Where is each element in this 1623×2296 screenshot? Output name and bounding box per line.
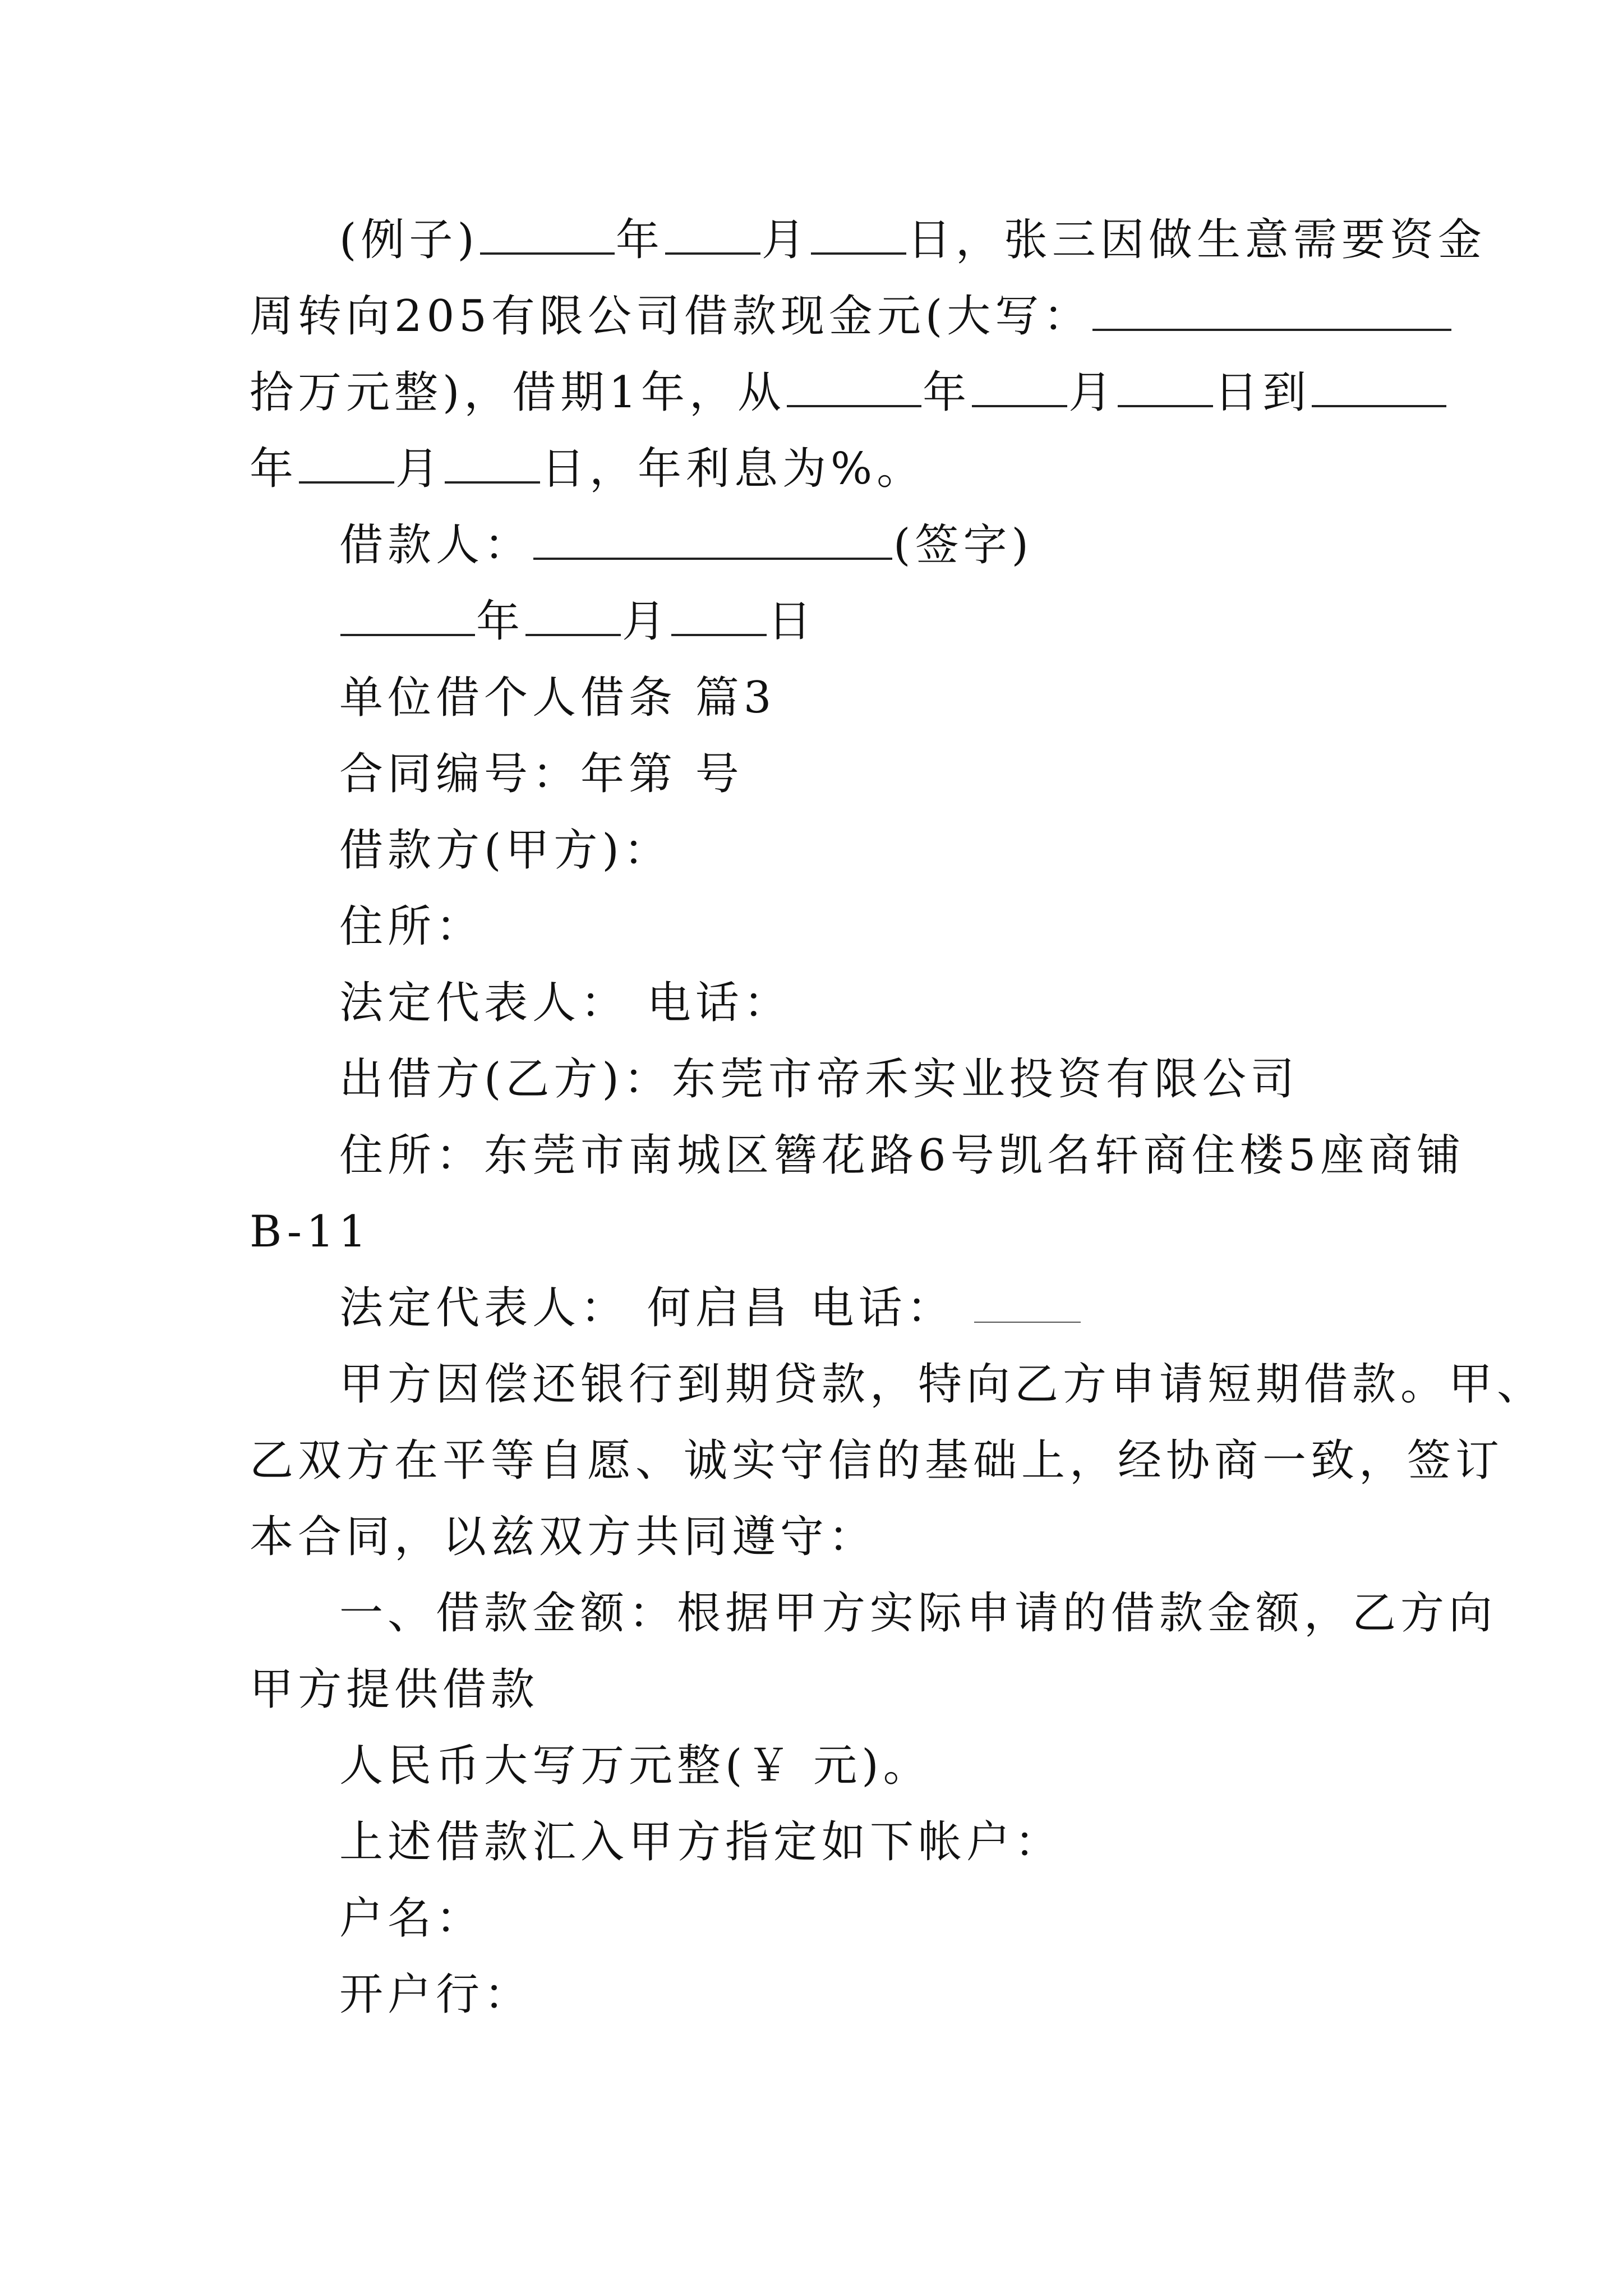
fill-in-blank [525,600,621,636]
line-text: 拾万元整)，借期1年，从 [250,367,786,418]
fill-in-blank [533,524,892,560]
document-line [250,507,1382,583]
line-text: 出借方(乙方)：东莞市帝禾实业投资有限公司 [339,1054,1299,1105]
document-line [250,278,1382,355]
line-text: 户名： [339,1893,485,1944]
fill-in-blank [445,448,540,484]
document-line [250,355,1382,431]
document-line [250,202,1486,278]
line-text: 开户行： [339,1970,533,2020]
fill-in-blank [665,219,760,255]
fill-in-blank [1092,295,1451,331]
line-text: 住所： [339,901,485,952]
fill-in-blank [1118,371,1213,407]
line-text: 甲方因偿还银行到期贷款，特向乙方申请短期借款。甲、 [339,1359,1546,1410]
line-text: 借款人： [339,520,533,570]
document-line [250,583,1382,660]
line-text: 月 [395,444,444,494]
fill-in-blank [787,371,921,407]
document-line [250,431,1382,507]
fill-in-blank [972,371,1067,407]
line-text: 日，年利息为%。 [541,444,925,494]
document-line [250,660,1382,736]
document-line [250,1728,1382,1804]
line-text: 一、借款金额：根据甲方实际申请的借款金额，乙方向 [339,1588,1497,1639]
line-text: 日到 [1214,367,1311,418]
line-text: (例子) [339,215,479,265]
document-line [250,1957,1382,2033]
fill-in-blank [811,219,906,255]
document-line [250,889,1382,965]
document-line [250,1270,1382,1346]
line-text: 年 [476,596,525,647]
line-text: 单位借个人借条 篇3 [339,673,776,723]
line-text: 借款方(甲方)： [339,825,672,876]
document-line [250,1651,1382,1728]
line-text: 日 [768,596,817,647]
document-line [250,1423,1504,1499]
line-text: 甲方提供借款 [250,1664,540,1715]
document-line [250,965,1382,1041]
fill-in-blank [299,448,394,484]
document-line [250,1804,1382,1880]
document-line [250,1880,1382,1957]
document-line [250,736,1382,812]
line-text: 人民币大写万元整(￥ 元)。 [339,1741,932,1791]
fill-in-blank [671,600,767,636]
line-text: 周转向205有限公司借款现金元(大写： [250,291,1092,342]
fill-in-blank [340,600,475,636]
fill-in-blank [1312,371,1446,407]
document-line [250,1194,1382,1270]
line-text: 年 [615,215,664,265]
document-line [250,812,1382,889]
line-text: 合同编号：年第 号 [339,749,744,799]
line-text: 住所：东莞市南城区簪花路6号凯名轩商住楼5座商铺 [339,1130,1465,1181]
line-text: (签字) [893,520,1033,570]
line-text: 年 [250,444,298,494]
line-text: B-11 [250,1207,371,1257]
document-line [250,1041,1382,1117]
line-text: 上述借款汇入甲方指定如下帐户： [339,1817,1063,1867]
line-text: 日，张三因做生意需要资金 [907,215,1486,265]
line-text: 法定代表人： 电话： [339,978,792,1028]
fill-in-blank [974,1288,1081,1323]
line-text: 法定代表人： 何启昌 电话： [339,1283,974,1333]
document-line [250,1575,1497,1651]
document-line [250,1346,1546,1423]
document-body [250,202,1546,2033]
line-text: 月 [761,215,810,265]
line-text: 乙双方在平等自愿、诚实守信的基础上，经协商一致，签订 [250,1435,1504,1486]
document-line [250,1499,1382,1575]
line-text: 月 [1068,367,1117,418]
line-text: 年 [923,367,971,418]
document-line [250,1117,1465,1194]
line-text: 月 [622,596,671,647]
line-text: 本合同，以兹双方共同遵守： [250,1512,877,1562]
fill-in-blank [480,219,615,255]
